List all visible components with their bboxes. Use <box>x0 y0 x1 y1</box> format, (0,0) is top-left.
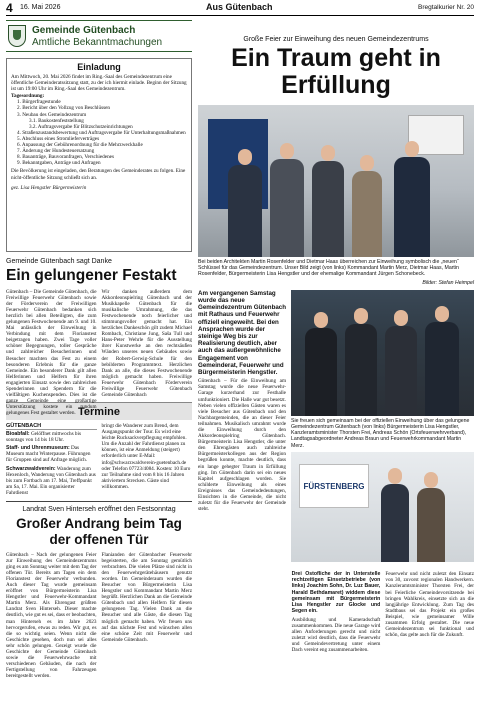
photo-officials <box>291 290 474 416</box>
agenda-item: 3. Neubau des Gemeindezentrum <box>17 111 87 118</box>
termine-col-2: bringt die Wanderer zum Brend, dem Ausgangspunkt der Tour. Es wird eine leichte Rucksackverpflegung empfohlen. Um die Anzahl der Fahrdienst planen zu können, ist eine Anmeldung (steigert) erforderlich unter E-Mail: info@schwarzwaldverein-guetenbach.de oder Telefon 07723/4084. Kosten: 10 Euro zur Teilnahme sind vom 8 bis 16 Jahren aktiviertem Strecken. Gäste sind willkommen. <box>101 423 191 490</box>
person <box>381 484 409 562</box>
page-header <box>6 2 474 16</box>
termine-entry: Staff- und Uhrenmuseum: Das Museum macht Winterpause. Führungen für Gruppen sind auf Anfrage möglich. <box>6 445 91 464</box>
termine-entry: Schwarzwaldverein: Wanderung zum Hexenloch, Wanderung von Gütenbach aus bis zum Fortbach am 17. Mai, Treffpunkt am Sa, 17. Mai. Ein organisierter Fahrdienst <box>6 465 96 496</box>
traum-photo-column <box>291 290 474 568</box>
person <box>305 328 337 416</box>
traum-body-3: Feuerwehr und nicht zuletzt den Einsatz von 30, zuvorst regionalen Handwerkern. Kanzleramtsminister Thorsten Frei, der bei Feierliche Gemeindevorsitzende bei bringen Wahlkreis, einsetzte sich an die langjährige Entwicklung. Zum Tag des Stadtbaus sei das Projekt ein großes Beispiel, wie gemeinsamer Wille zusammen Erfolg gestaltet. Die neue Gemeindezentrum sei funktional und schön, das gelte auch für die Zukunft. <box>385 571 475 639</box>
photo-key-handover <box>198 105 474 257</box>
person <box>394 157 430 257</box>
agenda-item: 1. Bürgerfragestunde <box>17 99 61 106</box>
agenda-item: 6. Anpassung der Gebührenordnung für die Mehrzweckhalle <box>17 142 143 149</box>
person <box>352 171 382 257</box>
festakt-kicker: Gemeinde Gütenbach sagt Danke <box>6 258 112 265</box>
termine-col-1 <box>6 423 97 497</box>
right-column <box>198 20 474 721</box>
traum-body-continued <box>198 571 287 721</box>
amt-municipality: Gemeinde Gütenbach <box>32 25 136 36</box>
photo2-caption: Sie freuen sich gemeinsam bei der offiziellen Einweihung über das gelungene Gemeindezentrum Gütenbach (von links) Bürgermeisterin Lisa Hengstler, Kanzleramtsminister Thorsten Frei, Andreas Schön (Ortsfeuerwehrverband), Landtagsabgeordneter Andreas Braun und Feuerwehrkommandant Martin Merz. <box>291 417 470 449</box>
andrang-headline: Großer Andrang beim Tag der offenen Tür <box>16 516 182 547</box>
termine-location: GÜTENBACH <box>6 423 97 430</box>
amt-header <box>6 20 192 52</box>
festakt-headline: Ein gelungener Festakt <box>6 267 177 284</box>
page-number: 4 <box>6 1 13 15</box>
person <box>345 324 377 416</box>
divider <box>6 501 192 502</box>
person <box>228 165 262 257</box>
photo1-credit: Bilder: Stefan Heimpel <box>422 279 474 286</box>
person <box>417 488 445 562</box>
agenda-item: 2. Bericht über den Vollzug von Beschlüssen <box>17 105 111 112</box>
agenda-item: 5. Abschluss eines Stromlieferverträges <box>17 135 100 142</box>
person <box>385 326 417 416</box>
agenda-item: 7. Änderung der Hundesteuersatzung <box>17 148 95 155</box>
agenda-item: 3.1. Baukostenfeststellung <box>29 117 84 124</box>
andrang-col-2: Flanianden der Gütenbacher Feuerwehr begeisterten, die am Sonntag gemütlich verbrachten. Die vielen Plätze sind nicht in den Feuerwehrgerätehäusern genutzt worden. Im Gemeinderaum wurden die Besucher von Bürgermeisterin Lisa Hengstler und Kommandant Martin Merz begrüßt. Herzlichen Dank an die Gemeinde Gütenbach und allen Helfern für diesen gelungenen Tag. Vielen Dank an die Besucher und alle Gäste, die diesen Tag möglich gemacht haben. Wir freuen uns auf das nächste Fest und wünschen allen eine schöne Zeit mit Feuerwehr und Gemeinde Gütenbach. <box>101 552 192 643</box>
photo-bell-blessing <box>291 452 474 562</box>
traum-headline: Ein Traum geht in Erfüllung <box>231 44 441 99</box>
invitation-intro: Am Mittwoch, 20. Mai 2026 findet im Ring.-Saal des Gemeindezentrum eine öffentliche Gemeinderatssitzung statt, zu der ich hiermit einlade. Beginn der Sitzung ist um 19:00 Uhr im Ring.-Saal des Gemeindezentrum. <box>11 74 187 93</box>
traum-lower <box>198 290 474 568</box>
photo3-caption: Drei Ostofliche der in Unterstelle rechtzeitigen Einsetzbetriebe (von links) Joachim Sohn, Dr. Luz Bauer, Harald Bethdamaret) widdem diese gemeinsam mit Bürgermeisterin Lisa Hengstler zur Glocke und Segen ein. <box>291 571 381 614</box>
traum-photo3-block <box>292 571 381 721</box>
festakt-col-2: Wir danken außerdem dem Akkordeonspielring Gütenbach und der Musikkapelle Gütenbach für die musikalische Umrahmung, die das Festwochenende noch feierlicher und stimmungsvoller gemacht hat. Ein herzliches Dankeschön gilt zudem Michael Rombach, Christiane Jung, Saša Tull und Hans-Peter Wehrle für die Ausstellung ihrer Kunstwerke an den rechtsäußen Wänden unseres neuen Gebäudes sowie der Robert-Gerwig-Schule für den bebilderten Programmtext. Herzlichen Dank an alle, die dieses Festwochenende möglich gemacht haben. Freiwillige Feuerwehr Gütenbach Förderverein Freiwillige Feuerwehr Gütenbach Gemeinde Gütenbach <box>101 289 192 398</box>
issue-date: 16. Mai 2026 <box>20 4 61 11</box>
agenda-item: 4. Straßenzustandsbewertung und Auftragsvergabe für Unterhaltungsmaßnahmen <box>17 129 186 136</box>
sign-text: FÜRSTENBERG <box>299 464 369 508</box>
left-column <box>6 20 192 712</box>
andrang-col-1: Gütenbach – Nach der gelungenen Feier zur Einweihung des Gemeindezentrums ging es am Sonntag weiter mit dem Tag der offenen Tür. Bereits am Tagen ein dem Florianstest der Feuerwehr verbunden. Auch dieser Tag wurde gemeinsam eröffnet von Bürgermeisterin Lisa Hengstler und Feuerwehr-Kommandant Martin Merz. Als Ehrengast grüßten Landrat Sven Hinterseh. Dieser machte deutlich, wie gut es sei, dass er beobachten, man Hinterseh es im Jahre 2023 hervorgerufen, etwas zu reden. Wir gut, es die so wichtig seien. Wenn nicht die Geschichte gesehen, doch nun sei alles sehr schön gelungen. Gezeigt wurde die Geschichte der Gemeinde Gütenbach sowie die Feuerwehrwache mit verschiedenen Gebäuden, die nach der Fertigstellung von Fahrzeugen bereitgestellt werden. <box>6 552 97 679</box>
andrang-body <box>6 552 192 712</box>
traum-kicker: Große Feier zur Einweihung des neuen Gemeindezentrums <box>243 36 429 43</box>
invitation-signature: gez. Lisa Hengstler Bürgermeisterin <box>11 184 87 191</box>
traum-body-2: Ausbildung und Kameradschaft zusammenkommen. Die neue Garage wird allen Anforderungen gerecht und nicht zuletzt wird deutlich, dass die Feuerwehr und Gemeindevertretung unter einem Dach vereint eng zusammenarbeiten. <box>291 616 381 654</box>
coat-of-arms-icon <box>8 25 26 47</box>
traum-text-column <box>198 290 286 568</box>
amt-subtitle: Amtliche Bekanntmachungen <box>32 37 163 48</box>
person <box>270 159 304 257</box>
invitation-title: Einladung <box>77 62 121 72</box>
agenda-item: 8. Bauanträge, Bauvoranfragen, Verschiedenes <box>17 154 114 161</box>
termine-heading: Termine <box>6 402 192 420</box>
traum-lower-text <box>198 571 474 721</box>
agenda-label: Tagesordnung: <box>11 93 45 100</box>
person <box>425 322 459 416</box>
termine-body <box>6 423 192 497</box>
person <box>312 161 344 257</box>
section-title: Aus Gütenbach <box>206 2 273 12</box>
traum-lead: Am vergangenen Samstag wurde das neue Gemeindezentrum Gütenbach mit Rathaus und Feuerwehr offiziell eingeweiht. Bei den Ansprachen wurde der steinige Weg bis zur Realisierung deutlich, aber auch das außergewöhnliche Engagement von Gemeinderat, Feuerwehr und Bürgermeisterin Hengstler. <box>198 289 287 377</box>
andrang-kicker: Landrat Sven Hinterseh eröffnet den Festsonntag <box>22 506 176 513</box>
festakt-col-1: Gütenbach – Die Gemeinde Gütenbach, die Freiwillige Feuerwehr Gütenbach sowie der Förderverein der Freiwilligen Feuerwehr Gütenbach bedanken sich herzlich bei allen Beteiligten, die zum gelungenen Festwochenende am 9. und 10. Mai anlässlich der Einweihung in Verbindung mit dem Florianstest beigetragen haben. Zwei Tage voller schöner Begegnungen, toller Gespräche und zahlreicher Besucherinnen und Besucher machten das Fest zu einem besonderen Erlebnis für die ganze Gemeinde. Ein besonderer Dank gilt allen Helferinnen und Helfern für ihren engagierten Einsatz sowie den zahlreichen Spenderinnen und Spendern für die vielfältigen Kuchenspenden. Dies ist die ganze Gemeinde eine großartige Unterstützung kostete ein rundum gelungenes Fest gestaltet werden. <box>6 289 97 416</box>
agenda-list <box>11 93 187 166</box>
paper-issue: Bregtalkurier Nr. 20 <box>418 4 474 11</box>
termine-entry: Bioabfall: Gelöffnet mittwochs bis sonntags von 14 bis 18 Uhr. <box>6 431 81 444</box>
invitation-box <box>6 58 192 252</box>
invitation-footer: Die Bevölkerung ist eingeladen, den Beratungen des Gemeinderates zu folgen. Eine nicht-öffentliche Sitzung schließt sich an. <box>11 168 186 181</box>
agenda-item: 3.2. Auftragsvergabe für Blitzschutzeinrichtungen <box>29 123 133 130</box>
traum-body-1: Gütenbach – Für die Einweihung am Samstag wurde die neue Feuerwehr-Garage kurzerhand zur Festhalle umfunktioniert. Die Halle war gut besetzt. Neben vielen offiziellen Gästen waren es viele Besucher aus Gütenbach und den Nachbargemeinden, die an dieser Feier teilnahmen. Musikalisch umrahmt wurde die Einweihung durch den Akkordeonspielring Gütenbach. Bürgermeisterin Lisa Hengstler, die unter den Ehrengästen auch zahlreiche Bürgermeisterkollegen aus der Region begrüßen konnte, machte deutlich, dass ein lange gehegter Traum in Erfüllung ging. Im Gütenbach darin sei ein neues Kapitel aufgeschlagen worden. Sie schilderte Einweihung als eines Ereignisses das Gemeindedeutungen, Einsichten in die Gemeinde, die nicht zuletzt für die Feuerwehr der Gemeinde steht. <box>198 378 286 513</box>
photo1-caption: Bei beiden Architekten Martin Rosenfelder und Dietmar Haas überreichen zur Einweihung symbolisch die „neuen“ Schlüssel für das Gemeindezentrum. Unser Bild zeigt (von links) Kommandant Martin Merz, Dietmar Haas, Martin Rosenfelder, Bürgermeisterin Lisa Hengstler und der ehemalige Kommandant Jürgen Schonebeck. <box>198 259 459 278</box>
agenda-item: 9. Bekanntgaben, Anträge und Anfragen <box>17 160 101 167</box>
